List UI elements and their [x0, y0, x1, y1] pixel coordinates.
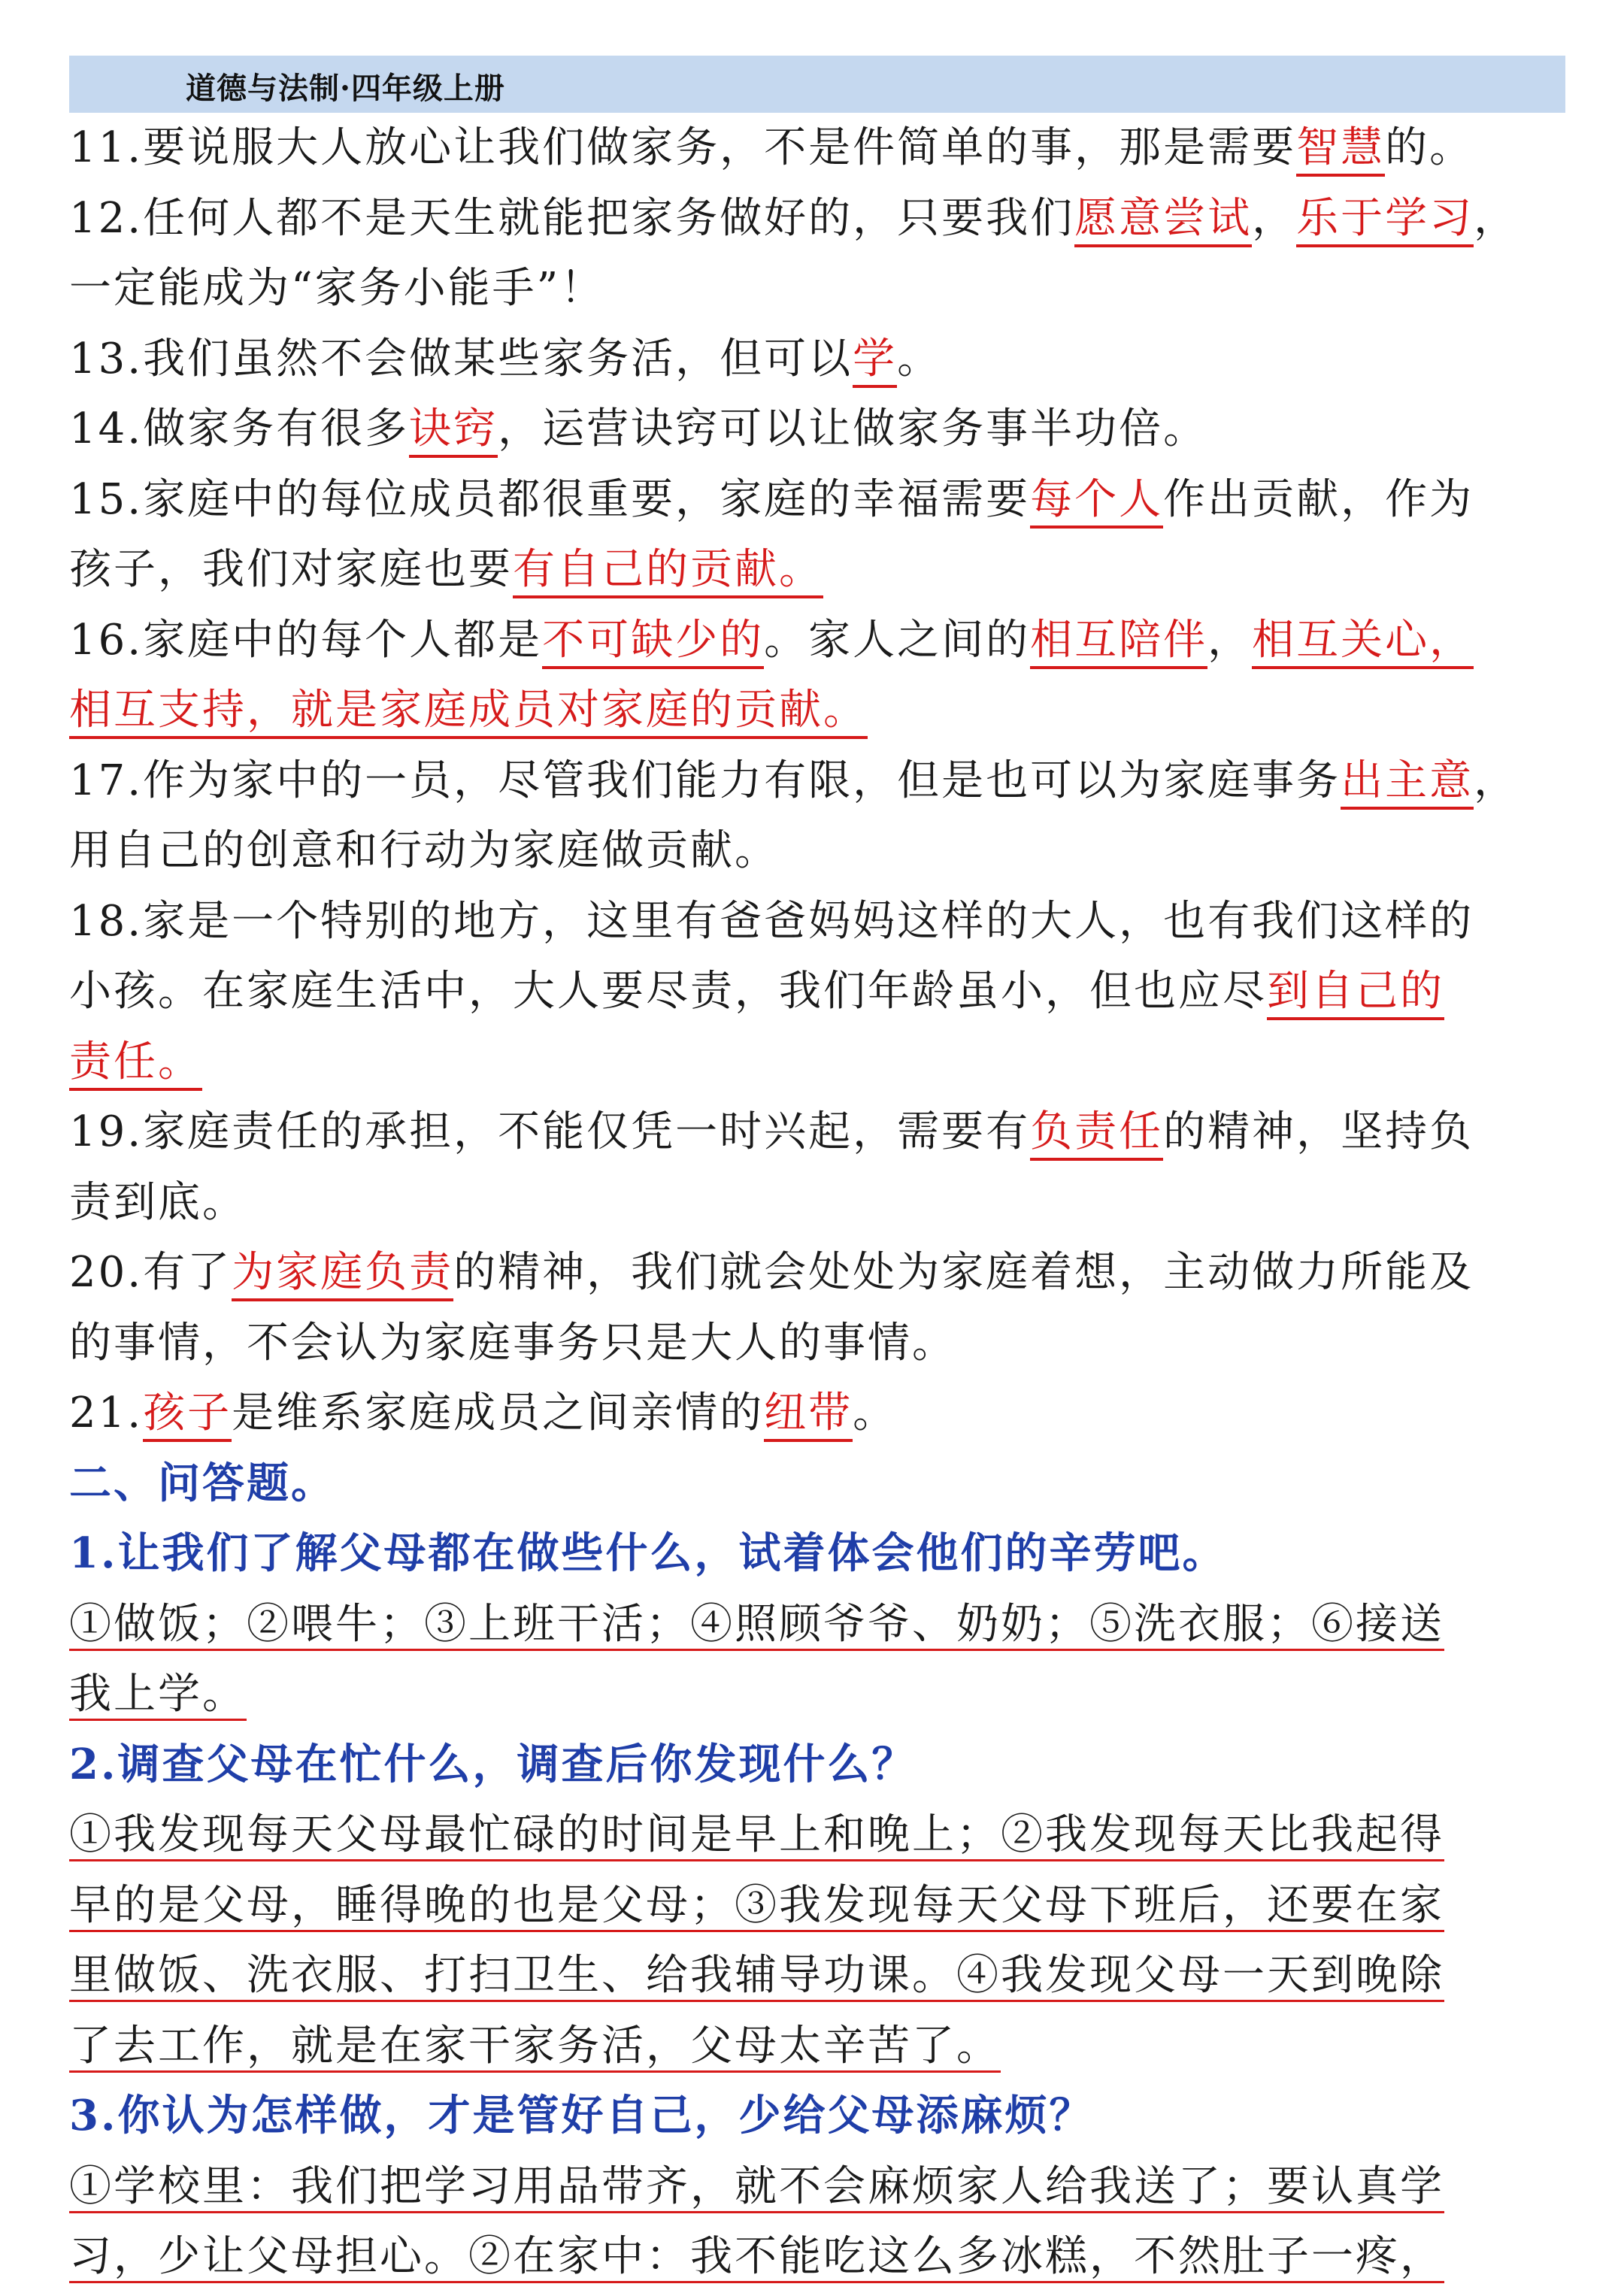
answer-blank: 到自己的 [1267, 967, 1444, 1020]
answer-blank: 有自己的贡献。 [513, 545, 823, 598]
answer-blank: 诀窍 [409, 404, 498, 458]
answer-blank: 愿意尝试 [1074, 194, 1252, 247]
item-18-line3 [69, 1027, 1565, 1098]
item-19: 19.家庭责任的承担，不能仅凭一时兴起，需要有负责任的精神，坚持负 [69, 1097, 1565, 1168]
answer-blank: 孩子 [143, 1389, 232, 1442]
answer-blank: 不可缺少的 [542, 616, 764, 669]
answer-2-line4: 了去工作，就是在家干家务活，父母太辛苦了。 [69, 2011, 1565, 2082]
item-15: 15.家庭中的每位成员都很重要，家庭的幸福需要每个人作出贡献，作为 [69, 465, 1565, 535]
answer-blank: 乐于学习 [1296, 194, 1474, 247]
answer-1-line1: ①做饭；②喂牛；③上班干活；④照顾爷爷、奶奶；⑤洗衣服；⑥接送 [69, 1589, 1565, 1660]
question-2: 2.调查父母在忙什么，调查后你发现什么？ [69, 1739, 917, 1789]
answer-blank: 负责任 [1030, 1107, 1163, 1161]
worksheet-content [69, 113, 1565, 2292]
item-21: 21.孩子是维系家庭成员之间亲情的纽带。 [69, 1378, 1565, 1449]
answer-3-line1: ①学校里：我们把学习用品带齐，就不会麻烦家人给我送了；要认真学 [69, 2152, 1565, 2222]
answer-2-line1: ①我发现每天父母最忙碌的时间是早上和晚上；②我发现每天比我起得 [69, 1800, 1565, 1870]
item-17-line2: 用自己的创意和行动为家庭做贡献。 [69, 826, 779, 875]
item-13: 13.我们虽然不会做某些家务活，但可以学。 [69, 324, 1565, 395]
answer-blank: 相互关心， [1252, 616, 1474, 669]
question-1: 1.让我们了解父母都在做些什么，试着体会他们的辛劳吧。 [69, 1528, 1227, 1578]
answer-2-line3: 里做饭、洗衣服、打扫卫生、给我辅导功课。④我发现父母一天到晚除 [69, 1940, 1565, 2011]
item-12-line2: 一定能成为“家务小能手”！ [69, 264, 605, 313]
item-19-line2: 责到底。 [69, 1177, 247, 1227]
question-3: 3.你认为怎样做，才是管好自己，少给父母添麻烦？ [69, 2091, 1094, 2140]
item-17: 17.作为家中的一员，尽管我们能力有限，但是也可以为家庭事务出主意， [69, 746, 1565, 816]
page-title: 道德与法制·四年级上册 [186, 71, 505, 106]
item-20: 20.有了为家庭负责的精神，我们就会处处为家庭着想，主动做力所能及 [69, 1237, 1565, 1308]
answer-blank: 智慧 [1296, 123, 1385, 177]
item-12: 12.任何人都不是天生就能把家务做好的，只要我们愿意尝试，乐于学习， [69, 183, 1565, 254]
answer-blank: 每个人 [1030, 475, 1163, 529]
item-16-line2 [69, 675, 1565, 746]
answer-2-line2: 早的是父母，睡得晚的也是父母；③我发现每天父母下班后，还要在家 [69, 1870, 1565, 1941]
answer-blank: 相互陪伴 [1030, 616, 1207, 669]
answer-blank: 学 [853, 335, 897, 388]
item-18-line2: 小孩。在家庭生活中，大人要尽责，我们年龄虽小，但也应尽到自己的 [69, 956, 1565, 1027]
answer-blank: 纽带 [764, 1389, 853, 1442]
answer-blank: 出主意 [1341, 756, 1474, 810]
answer-3-line2: 习，少让父母担心。②在家中：我不能吃这么多冰糕，不然肚子一疼， [69, 2222, 1565, 2292]
answer-blank: 相互支持，就是家庭成员对家庭的贡献。 [69, 686, 868, 739]
item-18: 18.家是一个特别的地方，这里有爸爸妈妈这样的大人，也有我们这样的 [69, 896, 1474, 946]
item-20-line2: 的事情，不会认为家庭事务只是大人的事情。 [69, 1318, 956, 1368]
header-bar [69, 56, 1565, 113]
item-11: 11.要说服大人放心让我们做家务，不是件简单的事，那是需要智慧的。 [69, 113, 1565, 183]
item-14: 14.做家务有很多诀窍，运营诀窍可以让做家务事半功倍。 [69, 394, 1565, 465]
answer-1-line2: 我上学。 [69, 1659, 1565, 1730]
section-heading: 二、问答题。 [69, 1458, 335, 1508]
answer-blank: 责任。 [69, 1037, 202, 1091]
item-15-line2: 孩子，我们对家庭也要有自己的贡献。 [69, 535, 1565, 605]
answer-blank: 为家庭负责 [232, 1248, 453, 1301]
item-16: 16.家庭中的每个人都是不可缺少的。家人之间的相互陪伴，相互关心， [69, 605, 1565, 676]
